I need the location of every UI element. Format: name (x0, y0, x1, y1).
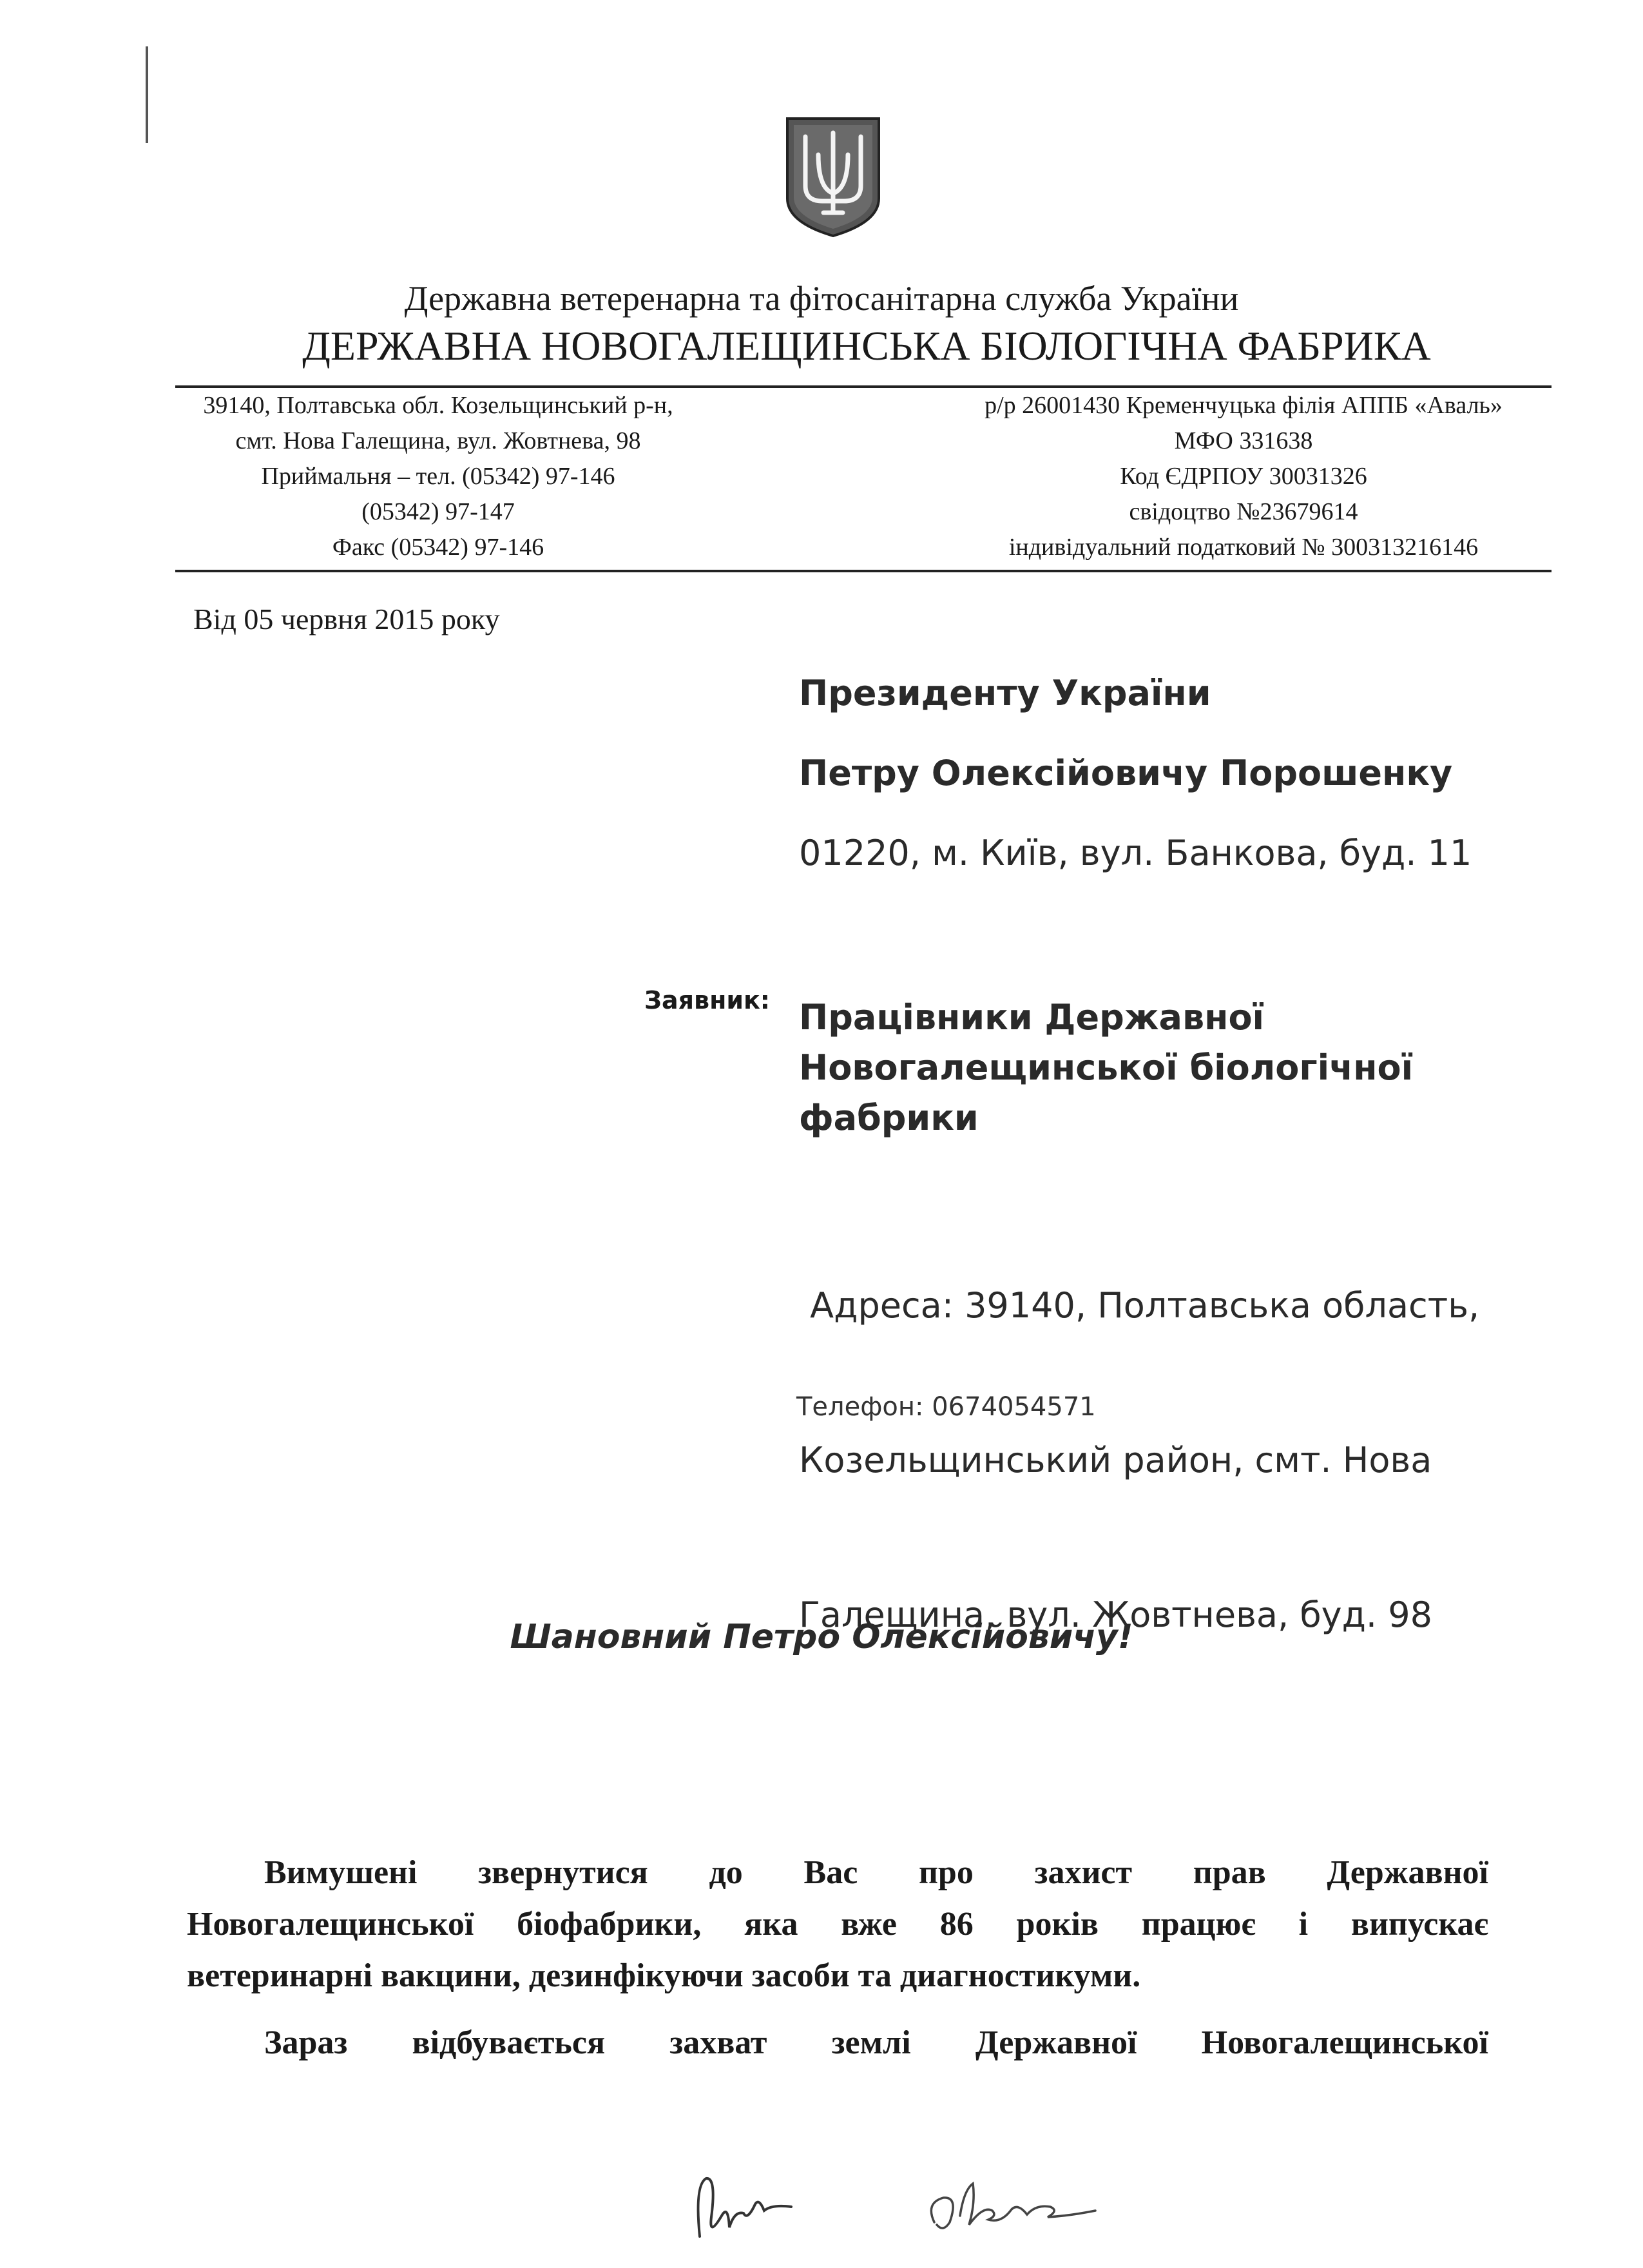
address-line-1: 39140, Полтавська обл. Козельщинський р-н, (203, 392, 673, 419)
applicant-phone: Телефон: 0674054571 (796, 1392, 1096, 1422)
body-paragraph-1 (187, 1847, 1488, 2002)
body-paragraph-2: Зараз відбувається захват землі Державної Новогалещинської (264, 2024, 1488, 2061)
letter-date: Від 05 червня 2015 року (193, 603, 500, 635)
body-p1-line-3: ветеринарні вакцини, дезинфікуючи засоби та диагностикуми. (187, 1957, 1141, 1994)
phone-second-line: (05342) 97-147 (361, 498, 515, 525)
mfo-line: МФО 331638 (1174, 427, 1313, 454)
address-line-2: смт. Нова Галещина, вул. Жовтнева, 98 (235, 427, 641, 454)
applicant-address (799, 1177, 1479, 1744)
signature-1 (688, 2166, 798, 2249)
recipient-title: Президенту України (799, 673, 1211, 713)
applicant-name-line-2: Новогалещинської біологічної (799, 1047, 1414, 1088)
scan-edge-mark (146, 46, 148, 143)
body-p1-line-2: Новогалещинської біофабрики, яка вже 86 років працює і випускає (187, 1906, 1488, 1943)
applicant-label: Заявник: (644, 986, 770, 1014)
org-name-title: ДЕРЖАВНА НОВОГАЛЕЩИНСЬКА БІОЛОГІЧНА ФАБРИКА (302, 323, 1431, 369)
trident-coat-of-arms-icon (785, 116, 881, 238)
phone-reception-line: Приймальня – тел. (05342) 97-146 (261, 463, 615, 490)
signature-2 (921, 2177, 1108, 2248)
recipient-name: Петру Олексійовичу Порошенку (799, 753, 1453, 793)
edrpou-line: Код ЄДРПОУ 30031326 (1120, 463, 1367, 490)
salutation: Шановний Петро Олексійовичу! (510, 1618, 1133, 1656)
header-bottom-rule (175, 570, 1552, 572)
recipient-address: 01220, м. Київ, вул. Банкова, буд. 11 (799, 833, 1472, 873)
org-address-block (148, 388, 728, 565)
applicant-name (799, 993, 1413, 1143)
tax-number-line: індивідуальний податковий № 300313216146 (1008, 534, 1479, 561)
applicant-name-line-1: Працівники Державної (799, 997, 1265, 1038)
org-parent-title: Державна ветеренарна та фітосанітарна служба України (404, 279, 1239, 318)
bank-details-block (915, 388, 1572, 565)
fax-line: Факс (05342) 97-146 (332, 534, 544, 561)
applicant-address-line-3: Галещина, вул. Жовтнева, буд. 98 (799, 1594, 1432, 1635)
applicant-name-line-3: фабрики (799, 1098, 979, 1138)
applicant-address-line-2: Козельщинський район, смт. Нова (799, 1440, 1432, 1480)
certificate-line: свідоцтво №23679614 (1129, 498, 1358, 525)
bank-account-line: р/р 26001430 Кременчуцька філія АППБ «Аваль» (985, 392, 1503, 419)
body-p1-line-1: Вимушені звернутися до Вас про захист прав Державної (264, 1854, 1488, 1891)
applicant-address-line-1: Адреса: 39140, Полтавська область, (799, 1285, 1480, 1326)
